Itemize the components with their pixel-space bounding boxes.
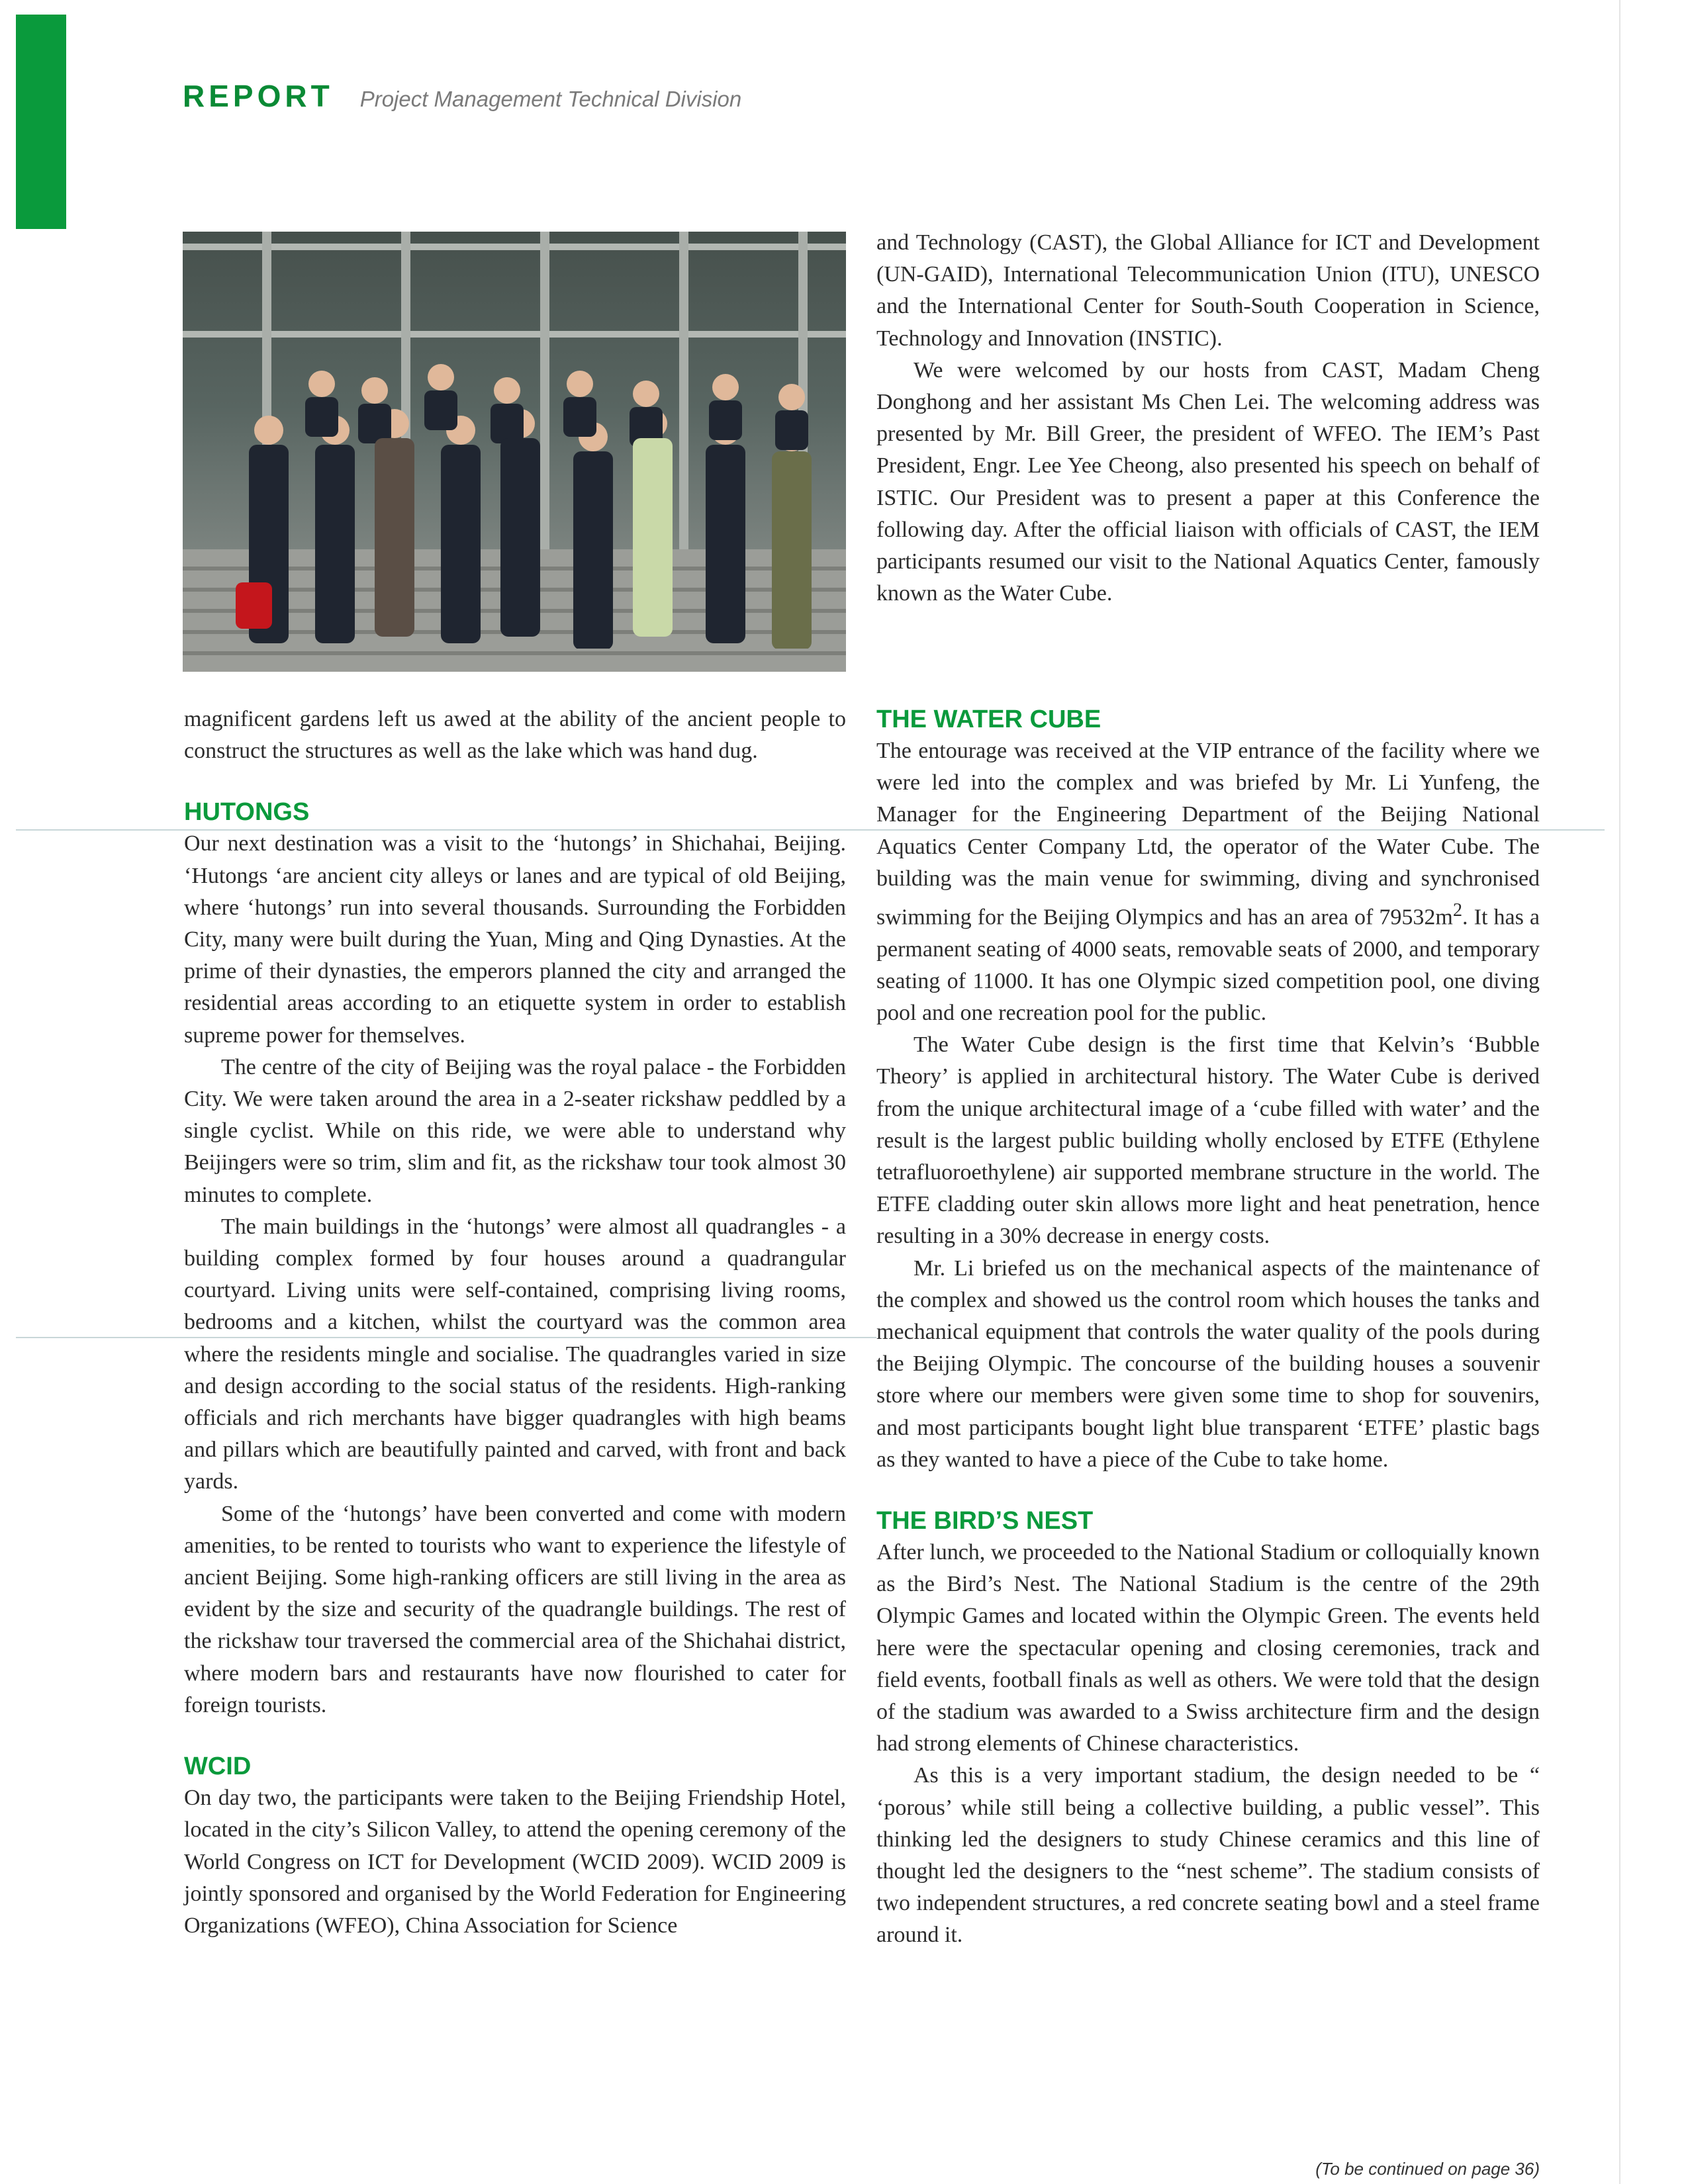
paragraph: On day two, the participants were taken to the Beijing Friendship Hotel, located in the city’s Silicon Valley, to attend the opening ceremony of the World Congress on ICT for Development (WCID 2009). WCID 2009 is jointly sponsored and organised by the World Federation for Engineering Organizations (WFEO), China Association for Science bbox=[184, 1786, 846, 1938]
paragraph: We were welcomed by our hosts from CAST, Madam Cheng Donghong and her assistant Ms Chen Lei. The welcoming address was presented by Mr. Bill Greer, the president of WFEO. The IEM’s Past President, Engr. Lee Yee Cheong, also presented his speech on behalf of ISTIC. Our President was to present a paper at this Conference the following day. After the official liaison with officials of CAST, the IEM participants resumed our visit to the National Aquatics Center, famously known as the Water Cube. bbox=[876, 357, 1540, 606]
division-subtitle: Project Management Technical Division bbox=[359, 87, 742, 111]
photo-beam bbox=[183, 244, 846, 250]
section-heading-water-cube: THE WATER CUBE bbox=[876, 705, 1102, 733]
page-edge bbox=[1619, 0, 1620, 2184]
paragraph: The Water Cube design is the first time that Kelvin’s ‘Bubble Theory’ is applied in architectural history. The Water Cube is derived from the unique architectural image of a ‘cube filled with water’ and the result is the largest public building wholly enclosed by ETFE (Ethylene tetrafluoroethylene) air supported membrane structure in the world. The ETFE cladding outer skin allows more light and heat penetration, hence resulting in a 30% decrease in energy costs. bbox=[876, 1032, 1540, 1249]
text-run: . It has a permanent seating of 4000 seats, removable seats of 2000, and temporary seating of 11000. It has one Olympic sized competition pool, one diving pool and one recreation pool for the public. bbox=[876, 905, 1540, 1025]
paragraph bbox=[876, 735, 1540, 1029]
paragraph: Mr. Li briefed us on the mechanical aspects of the maintenance of the complex and showed us the control room which houses the tanks and mechanical equipment that controls the water quality of the pools during the Beijing Olympic. The concourse of the building houses a souvenir store where our members were given some time to shop for souvenirs, and most participants bought light blue transparent ‘ETFE’ plastic bags as they wanted to have a piece of the Cube to take home. bbox=[876, 1255, 1540, 1472]
paragraph: Our next destination was a visit to the ‘hutongs’ in Shichahai, Beijing. ‘Hutongs ‘are ancient city alleys or lanes and are typical of old Beijing, where ‘hutongs’ run into several thousands. Surrounding the Forbidden City, many were built during the Yuan, Ming and Qing Dynasties. At the prime of their dynasties, the emperors planned the city and arranged the residential areas according to an etiquette system in order to establish supreme power for themselves. bbox=[184, 831, 846, 1048]
paragraph: After lunch, we proceeded to the National Stadium or colloquially known as the Bird’s Nest. The National Stadium is the centre of the 29th Olympic Games and located within the Olympic Green. The events held here were the spectacular opening and closing ceremonies, track and field events, football finals as well as others. We were told that the design of the stadium was awarded to a Swiss architecture firm and the design had strong elements of Chinese characteristics. bbox=[876, 1540, 1540, 1756]
paragraph: As this is a very important stadium, the design needed to be “ ‘porous’ while still being a collective building, a public vessel”. This thinking led the designers to study Chinese ceramics and this line of thought led the designers to the “nest scheme”. The stadium consists of two independent structures, a red concrete seating bowl and a steel frame around it. bbox=[876, 1763, 1540, 1948]
section-heading-wcid: WCID bbox=[184, 1752, 252, 1781]
section-heading-birds-nest: THE BIRD’S NEST bbox=[876, 1507, 1094, 1535]
paragraph: magnificent gardens left us awed at the ability of the ancient people to construct the structures as well as the lake which was hand dug. bbox=[184, 707, 846, 764]
photo-people-group bbox=[222, 331, 846, 649]
text-run: The entourage was received at the VIP entrance of the facility where we were led into the complex and was briefed by Mr. Li Yunfeng, the Manager for the Engineering Department of the Beijing National Aquatics Center Company Ltd, the operator of the Water Cube. The building was the main venue for swimming, diving and synchronised swimming for the Beijing Olympics and has an area of 79532m bbox=[876, 739, 1540, 930]
right-column-top bbox=[876, 227, 1540, 610]
section-heading-hutongs: HUTONGS bbox=[184, 798, 310, 827]
paragraph: and Technology (CAST), the Global Alliance for ICT and Development (UN-GAID), International Telecommunication Union (ITU), UNESCO and the International Center for South-South Cooperation in Science, Technology and Innovation (INSTIC). bbox=[876, 230, 1540, 351]
paragraph: Some of the ‘hutongs’ have been converted and come with modern amenities, to be rented to tourists who want to experience the lifestyle of ancient Beijing. Some high-ranking officers are still living in the area as evident by the size and security of the quadrangle buildings. The rest of the rickshaw tour traversed the commercial area of the Shichahai district, where modern bars and restaurants have now flourished to cater for foreign tourists. bbox=[184, 1501, 846, 1717]
continued-note: (To be continued on page 36) bbox=[1315, 2159, 1540, 2179]
group-photo bbox=[183, 232, 846, 672]
page-header bbox=[183, 78, 741, 114]
right-column bbox=[876, 704, 1540, 1952]
superscript: 2 bbox=[1452, 900, 1463, 921]
section-title: REPORT bbox=[183, 79, 334, 113]
paragraph: The main buildings in the ‘hutongs’ were almost all quadrangles - a building complex formed by four houses around a quadrangular courtyard. Living units were self-contained, comprising living rooms, bedrooms and a kitchen, whilst the courtyard was the common area where the residents mingle and socialise. The quadrangles varied in size and design according to the social status of the residents. High-ranking officials and rich merchants have bigger quadrangles with high beams and pillars which are beautifully painted and carved, with front and back yards. bbox=[184, 1214, 846, 1494]
spacer bbox=[184, 767, 846, 796]
spacer bbox=[876, 1476, 1540, 1505]
paragraph: The centre of the city of Beijing was the royal palace - the Forbidden City. We were taken around the area in a 2-seater rickshaw peddled by a single cyclist. While on this ride, we were able to understand why Beijingers were so trim, slim and fit, as the rickshaw tour took almost 30 minutes to complete. bbox=[184, 1054, 846, 1207]
section-color-bar bbox=[16, 15, 66, 229]
spacer bbox=[184, 1721, 846, 1751]
left-column bbox=[184, 704, 846, 1942]
